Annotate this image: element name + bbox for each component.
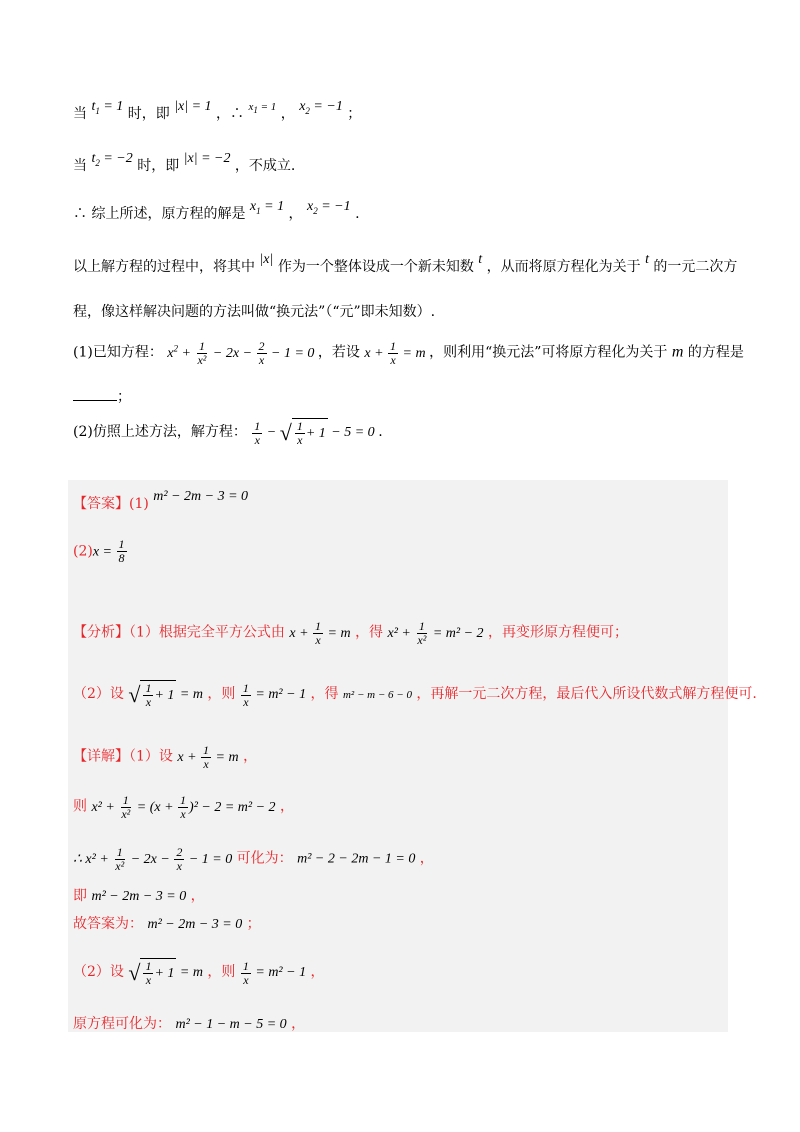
math-equation: ∴ x² + $\frac{1}{\text{x²}}$ − 2x − $\frac{2}{x}$ − 1 = 0 — [73, 845, 233, 873]
analysis-line-1 — [73, 620, 628, 647]
text: ，则利用“换元法”可将原方程化为关于 — [429, 344, 668, 361]
answer-line-2: (2)x = $\frac{1}{8}$ — [73, 537, 125, 565]
text: (1) — [129, 496, 149, 512]
line-1 — [73, 99, 362, 129]
text: ， — [280, 798, 294, 815]
math-t: t — [478, 252, 483, 267]
text: 当 — [73, 158, 87, 174]
line-5 — [73, 302, 435, 322]
text: ， — [288, 206, 303, 222]
question-1 — [73, 338, 744, 367]
text: ，不成立. — [234, 158, 296, 174]
text: （1）设 — [129, 748, 173, 765]
text: 的一元二次方 — [653, 259, 738, 275]
text: 时，即 — [127, 106, 170, 122]
math-abs-x: |x| = −2 — [183, 151, 231, 166]
line-2 — [73, 151, 296, 181]
detail-line-3 — [73, 846, 434, 873]
text: 可化为： — [236, 850, 293, 867]
text: （2）设 — [73, 686, 124, 703]
math-x1: x1 = 1 — [248, 101, 277, 116]
text: ， — [291, 1016, 306, 1032]
math-x: x = — [92, 544, 116, 560]
math-t1: $t_1 = 1$ — [91, 99, 124, 116]
text: ； — [117, 389, 131, 405]
text: ； — [347, 106, 362, 122]
math-substitution: x + $\frac{1}{x}$ = m — [289, 619, 351, 647]
text: ∴ 综上所述，原方程的解是 — [73, 206, 246, 222]
math-equation: $\frac{1}{x}$ − √ $\frac{1}{x}$ + 1 − 5 = 0 — [254, 418, 375, 447]
text: ， — [190, 888, 205, 904]
question-1-blank-line — [73, 386, 131, 407]
analysis-label: 【分析】 — [73, 624, 129, 641]
text: ， — [419, 850, 434, 867]
text: 原方程可化为： — [73, 1016, 171, 1032]
text: 则 — [73, 798, 87, 815]
text: ， — [310, 964, 325, 981]
math-substitution: √ $\frac{1}{x}$ + 1 = m — [128, 681, 203, 709]
detail-line-1 — [73, 744, 257, 771]
math-abs-x: |x| = 1 — [174, 99, 212, 114]
math-relation: $\frac{1}{x}$ = m² − 1 — [242, 680, 307, 709]
math-quadratic: m² − m − 6 − 0 — [342, 689, 412, 702]
text: ，得 — [355, 624, 384, 641]
math-identity: x² + $\frac{1}{\text{x²}}$ = (x + $\frac{1}{x}$ )² − 2 = m² − 2 — [91, 793, 276, 821]
math-substitution: x + $\frac{1}{x}$ = m — [364, 338, 426, 367]
text: 当 — [73, 106, 87, 122]
text: (2)仿照上述方法，解方程： — [73, 424, 247, 441]
text: 故答案为： — [73, 916, 143, 932]
text: (1)已知方程： — [73, 344, 163, 361]
math-x2: $x_2 = -1$ — [299, 99, 343, 116]
text: . — [355, 206, 360, 222]
text: (2) — [73, 543, 93, 560]
detail-line-6 — [73, 958, 325, 988]
text: . — [378, 424, 383, 441]
analysis-line-2 — [73, 680, 757, 710]
math-m: m — [671, 343, 684, 361]
text: 即 — [73, 888, 87, 904]
text: ，从而将原方程化为关于 — [486, 259, 641, 275]
math-equation: $x^2$ + $\frac{1}{\text{x²}}$ − 2x − $\frac{2}{x}$ − 1 = 0 — [167, 338, 315, 367]
math-result: m² − 2m − 3 = 0 — [147, 917, 243, 932]
detail-line-7 — [73, 1014, 305, 1035]
math-substitution: √ $\frac{1}{x}$ + 1 = m — [128, 959, 203, 987]
text: ， — [243, 748, 258, 765]
answer-line-1 — [73, 489, 249, 515]
text: ，∴ — [216, 106, 245, 122]
math-abs-x: |x| — [259, 252, 274, 267]
text: 程，像这样解决问题的方法叫做“换元法”（“元”即未知数）. — [73, 304, 436, 320]
math-result: m² − 1 − m − 5 = 0 — [175, 1017, 287, 1032]
math-answer-1: m² − 2m − 3 = 0 — [153, 489, 249, 504]
text: ； — [246, 916, 261, 932]
answer-blank — [73, 386, 117, 401]
text: ，若设 — [317, 344, 360, 361]
math-x2: $x_2 = -1$ — [306, 199, 351, 216]
text: （1）根据完全平方公式由 — [129, 624, 285, 641]
detail-line-4 — [73, 886, 205, 907]
math-x1: $x_1 = 1$ — [249, 199, 285, 216]
question-2 — [73, 418, 383, 448]
text: 以上解方程的过程中，将其中 — [73, 259, 255, 275]
text: ， — [280, 106, 295, 122]
text: （2）设 — [73, 964, 124, 981]
text: ，则 — [207, 686, 236, 703]
text: 时，即 — [137, 158, 180, 174]
answer-label: 【答案】 — [73, 496, 129, 512]
detail-line-5 — [73, 914, 261, 935]
text: ，则 — [207, 964, 236, 981]
math-t2: $t_2 = -2$ — [91, 151, 133, 168]
text: ，再变形原方程便可； — [487, 624, 628, 641]
text: 的方程是 — [687, 344, 744, 361]
math-result: m² − 2 − 2m − 1 = 0 — [297, 851, 416, 867]
text: 作为一个整体设成一个新未知数 — [277, 259, 474, 275]
math-t: t — [645, 252, 649, 267]
math-relation: $\frac{1}{x}$ = m² − 1 — [242, 958, 307, 987]
text: ，再解一元二次方程，最后代入所设代数式解方程便可. — [416, 686, 757, 703]
math-identity: x² + $\frac{1}{\text{x²}}$ = m² − 2 — [387, 619, 484, 647]
detail-label: 【详解】 — [73, 748, 129, 765]
line-4 — [73, 252, 738, 278]
detail-line-2 — [73, 794, 294, 821]
math-substitution: x + $\frac{1}{x}$ = m — [177, 743, 239, 771]
line-3 — [73, 199, 360, 229]
math-result: m² − 2m − 3 = 0 — [91, 889, 187, 904]
text: ，得 — [310, 686, 339, 703]
